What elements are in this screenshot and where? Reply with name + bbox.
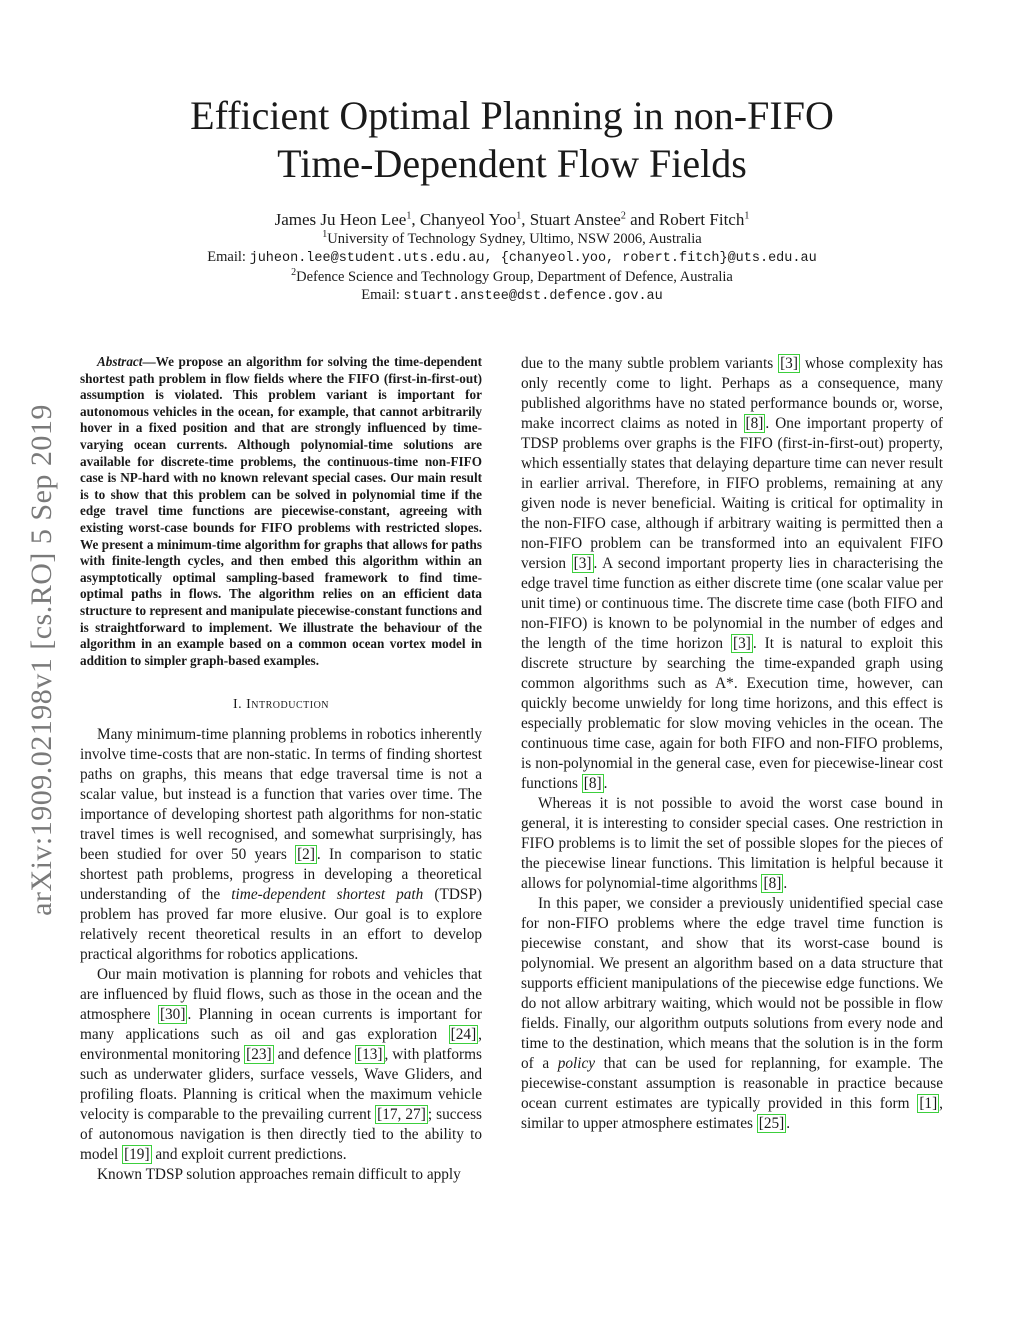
text-run: Many minimum-time planning problems in robotics inherently involve time-costs that are non-static. In terms of finding shortest paths on graphs, this means that edge traversal time is not a scalar value, but instead is a function that varies over time. The importance of developing shortest path algorithms for non-static travel times is well recognised, and somewhat surprisingly, has been studied for over 50 years: [80, 726, 482, 864]
abstract-text: —We propose an algorithm for solving the time-dependent shortest path problem in flow fields where the FIFO (first-in-first-out) assumption is violated. This problem variant is important for autonomous vehicles in the ocean, for example, that cannot arbitrarily hover in a fixed position and that are strongly influenced by time-varying ocean currents. Although polynomial-time solutions are available for discrete-time problems, the continuous-time non-FIFO case is NP-hard with no known relevant special cases. Our main result is to show that this problem can be solved in polynomial time if the edge travel time functions are piecewise-constant, agreeing with existing worst-case bounds for FIFO problems with restricted slopes. We present a minimum-time algorithm for graphs that allows for paths with finite-length cycles, and then embed this algorithm within an asymptotically optimal sampling-based framework to find time-optimal paths in flows. The algorithm relies on an efficient data structure to represent and manipulate piecewise-constant functions and is straightforward to implement. We illustrate the behaviour of the algorithm in an example based on a common ocean vortex model in addition to simpler graph-based examples.: [80, 354, 482, 668]
intro-paragraph-1: [80, 725, 482, 965]
citation-link[interactable]: [8]: [763, 875, 782, 892]
affiliation-2-text: Defence Science and Technology Group, Department of Defence, Australia: [296, 269, 733, 285]
citation-link[interactable]: [8]: [583, 775, 602, 792]
right-column: [521, 354, 943, 1134]
abstract-label: Abstract: [97, 354, 143, 369]
affil-mark: 1: [406, 210, 412, 222]
right-paragraph-2: [521, 794, 943, 894]
citation-link[interactable]: [13]: [357, 1046, 383, 1064]
author-4: Robert Fitch: [658, 210, 745, 229]
citation-link[interactable]: [2]: [297, 846, 315, 864]
text-run: .: [603, 775, 608, 792]
author-2: Chanyeol Yoo: [419, 210, 517, 229]
text-run: due to the many subtle problem variants: [521, 355, 779, 372]
text-run: . One important property of TDSP problems over graphs is the FIFO (first-in-first-out) property, which essentially states that delaying departure time can never result in earlier arrival. Therefore, in FIFO problems, remaining at any given node is never beneficial. Waiting is critical for optimality in the non-FIFO case, although if arbitrary waiting is permitted then a non-FIFO problem can be transformed into an equivalent FIFO version: [521, 415, 943, 572]
text-run: whose complexity has only recently come to light. Perhaps as a consequence, many published algorithms have no stated performance bounds or, worse, make incorrect claims as noted in: [521, 355, 943, 432]
arxiv-stamp: [22, 360, 62, 960]
text-run: , environmental monitoring: [80, 1026, 482, 1064]
affiliation-1: [100, 230, 924, 248]
email-line-2: [100, 286, 924, 306]
citation-link[interactable]: [30]: [159, 1006, 186, 1024]
author-3: Stuart Anstee: [529, 210, 621, 229]
emphasis-text: policy: [557, 1055, 596, 1072]
citation-link[interactable]: [3]: [733, 635, 751, 652]
affil-mark: 2: [620, 210, 626, 222]
affil-mark: 1: [516, 210, 522, 222]
author-1: James Ju Heon Lee: [274, 210, 407, 229]
right-paragraph-3: [521, 894, 943, 1134]
text-run: . A second important property lies in characterising the edge travel time function as either discrete time (one scalar value per unit time) or continuous time. The discrete time case (both FIFO and non-FIFO) is known to be polynomial in the number of edges and the length of the time horizon: [521, 555, 943, 652]
affil-mark: 2: [291, 267, 297, 279]
text-run: and defence: [273, 1046, 356, 1064]
section-heading: I. Introduction: [232, 697, 330, 713]
intro-paragraph-2: [80, 965, 482, 1165]
citation-link[interactable]: [1]: [919, 1095, 938, 1112]
citation-link[interactable]: [24]: [450, 1026, 477, 1044]
affiliation-1-text: University of Technology Sydney, Ultimo, NSW 2006, Australia: [327, 231, 702, 247]
email-label: Email:: [361, 287, 400, 303]
text-run: .: [783, 875, 788, 892]
email-label: Email:: [207, 249, 246, 265]
text-run: .: [786, 1115, 791, 1132]
email-line-1: [100, 248, 924, 268]
title-line-2: Time-Dependent Flow Fields: [277, 141, 747, 186]
text-run: (TDSP) problem has proved far more elusive. Our goal is to explore relatively recent theoretical results in an effort to develop practical algorithms for robotics applications.: [80, 886, 482, 964]
text-run: , with platforms such as underwater gliders, surface vessels, Wave Gliders, and profiling floats. Planning is critical when the maximum vehicle velocity is comparable to the prevailing current: [80, 1046, 482, 1124]
text-run: . It is natural to exploit this discrete structure by searching the time-expanded graph using common algorithms such as A*. Execution time, however, can quickly become unwieldy for long time horizons, and this effect is especially problematic for slow moving vehicles in the ocean. The continuous time case, again for both FIFO and non-FIFO problems, is non-polynomial in the general case, even for piecewise-linear cost functions: [521, 635, 943, 792]
title-line-1: Efficient Optimal Planning in non-FIFO: [190, 93, 834, 138]
paper-title: [100, 92, 924, 188]
intro-paragraph-3: [80, 1165, 482, 1185]
email-addresses-2[interactable]: stuart.anstee@dst.defence.gov.au: [403, 289, 663, 304]
text-run: In this paper, we consider a previously unidentified special case for non-FIFO problems where the edge travel time function is piecewise constant, and show that its worst-case bound is polynomial. We present an algorithm based on a data structure that supports efficient manipulations of the piecewise edge functions. We do not allow arbitrary waiting, which would not be possible in flow fields. Finally, our algorithm outputs solutions from every node and time to the destination, which means that the solution is in the form of a: [521, 895, 943, 1072]
arxiv-stamp-text: arXiv:1909.02198v1 [cs.RO] 5 Sep 2019: [25, 404, 58, 916]
affil-mark: 1: [322, 229, 328, 241]
text-run: Known TDSP solution approaches remain difficult to apply: [97, 1166, 461, 1184]
author-and: and: [630, 210, 655, 229]
right-paragraph-1: [521, 354, 943, 794]
affil-mark: 1: [744, 210, 750, 222]
citation-link[interactable]: [8]: [745, 415, 764, 432]
left-column: [80, 354, 482, 1185]
text-run: . Planning in ocean currents is important for many applications such as oil and gas exploration: [80, 1006, 482, 1044]
author-names: James Ju Heon Lee$^1$, Chanyeol Yoo$^1$, Stuart Anstee$^2$ and Robert Fitch$^1$: [274, 210, 750, 229]
affiliation-2: [100, 268, 924, 286]
text-run: ; success of autonomous navigation is then directly tied to the ability to model: [80, 1106, 482, 1164]
text-run: that can be used for replanning, for example. The piecewise-constant assumption is reasonable in practice because ocean current estimates are typically provided in this form: [521, 1055, 943, 1112]
text-run: Our main motivation is planning for robots and vehicles that are influenced by fluid flows, such as those in the ocean and the atmosphere: [80, 966, 482, 1024]
citation-link[interactable]: [3]: [573, 555, 592, 572]
text-run: Whereas it is not possible to avoid the worst case bound in general, it is interesting to consider special cases. One restriction in FIFO problems is to limit the set of possible slopes for the pieces of the piecewise linear functions. This limitation is helpful because it allows for polynomial-time algorithms: [521, 795, 943, 892]
text-run: . In comparison to static shortest path problems, progress in developing a theoretical understanding of the: [80, 846, 482, 904]
email-addresses-1[interactable]: juheon.lee@student.uts.edu.au, {chanyeol.yoo, robert.fitch}@uts.edu.au: [249, 251, 817, 266]
citation-link[interactable]: [25]: [758, 1115, 785, 1132]
author-block: [100, 210, 924, 306]
citation-link[interactable]: [3]: [780, 355, 798, 372]
text-run: and exploit current predictions.: [151, 1146, 347, 1164]
emphasis-text: time-dependent shortest path: [231, 886, 424, 904]
citation-link[interactable]: [23]: [246, 1046, 272, 1064]
text-run: , similar to upper atmosphere estimates: [521, 1095, 943, 1132]
abstract: [80, 354, 482, 669]
citation-link[interactable]: [19]: [124, 1146, 150, 1164]
citation-link[interactable]: [17, 27]: [377, 1106, 426, 1124]
